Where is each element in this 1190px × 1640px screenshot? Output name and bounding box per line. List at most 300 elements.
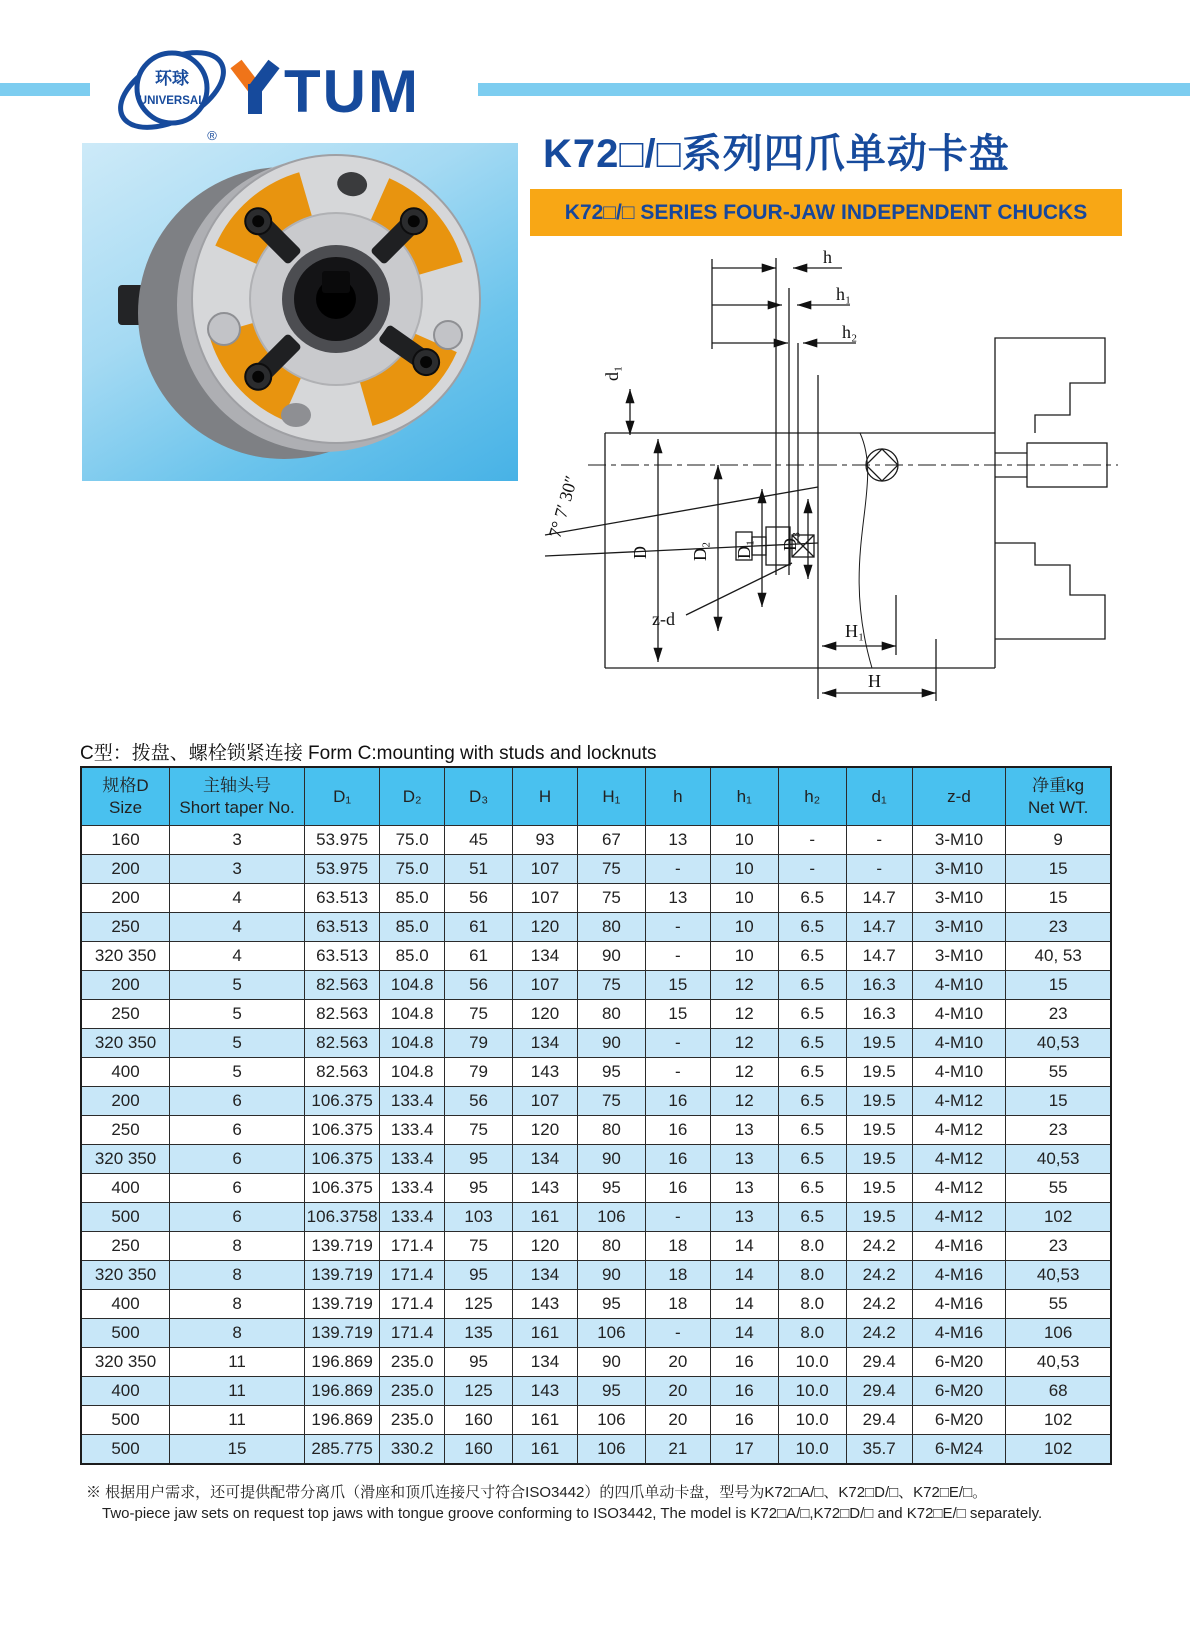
table-cell: 24.2 [846, 1261, 912, 1290]
table-cell: 4-M12 [912, 1087, 1006, 1116]
table-cell: 11 [170, 1406, 305, 1435]
table-cell: 103 [445, 1203, 513, 1232]
table-row [81, 1348, 1111, 1377]
dim-D1-label: D₁ [734, 539, 754, 559]
table-cell: 320 350 [81, 942, 170, 971]
table-row [81, 1145, 1111, 1174]
table-cell: 320 350 [81, 1348, 170, 1377]
table-cell: 4-M12 [912, 1145, 1006, 1174]
table-cell: 106 [577, 1435, 645, 1465]
table-cell: 107 [513, 971, 578, 1000]
column-header: H [513, 767, 578, 826]
table-cell: 13 [710, 1174, 778, 1203]
table-cell: 15 [1006, 884, 1111, 913]
table-cell: 51 [445, 855, 513, 884]
table-cell: 104.8 [380, 971, 445, 1000]
column-header: d₁ [846, 767, 912, 826]
table-cell: 80 [577, 1232, 645, 1261]
table-cell: 16 [710, 1348, 778, 1377]
table-cell: 6.5 [778, 1058, 846, 1087]
table-cell: 75 [445, 1000, 513, 1029]
table-cell: 75 [445, 1232, 513, 1261]
table-cell: 3-M10 [912, 913, 1006, 942]
table-cell: 6.5 [778, 1000, 846, 1029]
table-cell: 85.0 [380, 942, 445, 971]
table-cell: 90 [577, 1145, 645, 1174]
dim-h-label: h [823, 247, 832, 267]
table-row [81, 1116, 1111, 1145]
table-cell: 95 [445, 1348, 513, 1377]
table-cell: 4-M16 [912, 1261, 1006, 1290]
table-cell: 16 [710, 1406, 778, 1435]
table-cell: 14.7 [846, 942, 912, 971]
table-cell: 40, 53 [1006, 942, 1111, 971]
table-cell: 125 [445, 1290, 513, 1319]
table-cell: 90 [577, 1029, 645, 1058]
table-cell: 15 [1006, 1087, 1111, 1116]
table-cell: - [645, 913, 710, 942]
table-cell: 400 [81, 1377, 170, 1406]
table-cell: 161 [513, 1319, 578, 1348]
table-cell: 10 [710, 942, 778, 971]
table-cell: 9 [1006, 826, 1111, 855]
table-cell: 250 [81, 1116, 170, 1145]
dimension-drawing [530, 243, 1120, 705]
brand-zh: 环球 [155, 69, 189, 88]
table-cell: 5 [170, 1000, 305, 1029]
table-cell: 16 [710, 1377, 778, 1406]
globe-circle-icon [137, 53, 207, 123]
table-cell: 40,53 [1006, 1145, 1111, 1174]
table-cell: 4-M16 [912, 1319, 1006, 1348]
table-cell: 400 [81, 1058, 170, 1087]
table-cell: 85.0 [380, 884, 445, 913]
dim-D3-label: D₃ [780, 531, 800, 551]
table-row [81, 1290, 1111, 1319]
table-cell: 6-M20 [912, 1348, 1006, 1377]
table-cell: 10.0 [778, 1348, 846, 1377]
table-row [81, 1087, 1111, 1116]
table-cell: 55 [1006, 1174, 1111, 1203]
table-cell: 139.719 [305, 1319, 380, 1348]
table-caption [80, 738, 657, 765]
letter-y-icon [236, 64, 274, 114]
table-row [81, 1261, 1111, 1290]
table-cell: 400 [81, 1290, 170, 1319]
table-cell: 95 [445, 1145, 513, 1174]
table-cell: 12 [710, 1058, 778, 1087]
table-row [81, 1203, 1111, 1232]
table-cell: 5 [170, 1058, 305, 1087]
table-cell: 68 [1006, 1377, 1111, 1406]
table-cell: - [645, 1203, 710, 1232]
universal-globe-logo [112, 38, 232, 150]
table-cell: 160 [445, 1435, 513, 1465]
ytum-text: TUM [284, 58, 420, 120]
table-cell: 107 [513, 1087, 578, 1116]
table-cell: 19.5 [846, 1087, 912, 1116]
table-cell: 106 [1006, 1319, 1111, 1348]
table-cell: 13 [710, 1116, 778, 1145]
table-cell: 10.0 [778, 1377, 846, 1406]
table-cell: 55 [1006, 1058, 1111, 1087]
table-cell: 6.5 [778, 942, 846, 971]
table-cell: 75 [577, 971, 645, 1000]
table-cell: 12 [710, 971, 778, 1000]
table-cell: - [645, 1029, 710, 1058]
page-title: K72□/□系列四爪单动卡盘 [543, 132, 1010, 176]
dim-angle-label: 7° 7′ 30″ [544, 473, 582, 541]
table-cell: 75 [445, 1116, 513, 1145]
table-cell: - [645, 1058, 710, 1087]
table-cell: 8 [170, 1261, 305, 1290]
table-cell: 4 [170, 884, 305, 913]
table-cell: 90 [577, 1261, 645, 1290]
table-cell: 139.719 [305, 1290, 380, 1319]
table-cell: 4-M10 [912, 1058, 1006, 1087]
table-cell: 320 350 [81, 1261, 170, 1290]
table-cell: 3 [170, 826, 305, 855]
table-cell: - [846, 855, 912, 884]
spec-table [80, 766, 1112, 1465]
table-cell: 106.375 [305, 1174, 380, 1203]
table-row [81, 1406, 1111, 1435]
table-row [81, 913, 1111, 942]
table-row [81, 1000, 1111, 1029]
table-cell: 134 [513, 1145, 578, 1174]
table-cell: 134 [513, 942, 578, 971]
table-cell: 79 [445, 1029, 513, 1058]
table-row [81, 826, 1111, 855]
table-cell: 13 [710, 1203, 778, 1232]
table-cell: 106 [577, 1406, 645, 1435]
table-cell: 8 [170, 1319, 305, 1348]
table-cell: 133.4 [380, 1203, 445, 1232]
table-cell: 40,53 [1006, 1029, 1111, 1058]
table-cell: 75 [577, 855, 645, 884]
table-cell: 80 [577, 913, 645, 942]
table-cell: 29.4 [846, 1377, 912, 1406]
table-cell: 102 [1006, 1203, 1111, 1232]
table-cell: 107 [513, 884, 578, 913]
table-cell: 235.0 [380, 1406, 445, 1435]
table-cell: 24.2 [846, 1290, 912, 1319]
table-cell: 8.0 [778, 1319, 846, 1348]
table-cell: 19.5 [846, 1203, 912, 1232]
table-cell: 15 [170, 1435, 305, 1465]
table-cell: - [846, 826, 912, 855]
table-cell: 85.0 [380, 913, 445, 942]
table-cell: 18 [645, 1261, 710, 1290]
table-cell: 200 [81, 884, 170, 913]
table-cell: 75.0 [380, 826, 445, 855]
table-cell: 6 [170, 1145, 305, 1174]
table-cell: - [645, 1319, 710, 1348]
column-header: 净重kg Net WT. [1006, 767, 1111, 826]
table-cell: 23 [1006, 1116, 1111, 1145]
column-header: z-d [912, 767, 1006, 826]
table-cell: 6.5 [778, 1116, 846, 1145]
table-cell: 45 [445, 826, 513, 855]
table-cell: 4-M12 [912, 1116, 1006, 1145]
table-cell: 23 [1006, 1232, 1111, 1261]
table-cell: 8 [170, 1232, 305, 1261]
table-cell: 29.4 [846, 1348, 912, 1377]
table-cell: 82.563 [305, 971, 380, 1000]
table-cell: 3-M10 [912, 942, 1006, 971]
table-cell: 4-M16 [912, 1290, 1006, 1319]
table-cell: 3-M10 [912, 855, 1006, 884]
table-cell: 160 [81, 826, 170, 855]
column-header: H₁ [577, 767, 645, 826]
table-cell: 53.975 [305, 826, 380, 855]
column-header: 主轴头号 Short taper No. [170, 767, 305, 826]
table-cell: 143 [513, 1174, 578, 1203]
table-cell: 13 [645, 884, 710, 913]
table-cell: 12 [710, 1029, 778, 1058]
table-row [81, 1029, 1111, 1058]
table-cell: 56 [445, 884, 513, 913]
table-cell: 90 [577, 942, 645, 971]
table-cell: 19.5 [846, 1058, 912, 1087]
table-cell: 6-M20 [912, 1406, 1006, 1435]
table-cell: 250 [81, 1000, 170, 1029]
table-cell: 19.5 [846, 1116, 912, 1145]
table-cell: 135 [445, 1319, 513, 1348]
table-cell: 171.4 [380, 1290, 445, 1319]
table-cell: 15 [1006, 971, 1111, 1000]
footnote [86, 1482, 1042, 1524]
table-cell: 8.0 [778, 1232, 846, 1261]
table-cell: 20 [645, 1377, 710, 1406]
table-cell: - [645, 855, 710, 884]
table-cell: 79 [445, 1058, 513, 1087]
table-cell: 6.5 [778, 1203, 846, 1232]
product-photo [82, 143, 518, 481]
column-header: h [645, 767, 710, 826]
table-cell: 24.2 [846, 1319, 912, 1348]
dim-h2-label: h₂ [842, 322, 858, 342]
table-cell: 143 [513, 1377, 578, 1406]
table-cell: 161 [513, 1203, 578, 1232]
table-cell: 102 [1006, 1406, 1111, 1435]
table-cell: 250 [81, 1232, 170, 1261]
drawing-labels [545, 247, 881, 691]
brand-en: UNIVERSAL [138, 95, 206, 107]
dim-d1-label: d₁ [602, 365, 622, 381]
table-cell: 139.719 [305, 1261, 380, 1290]
table-cell: 320 350 [81, 1145, 170, 1174]
table-cell: 20 [645, 1406, 710, 1435]
table-cell: 107 [513, 855, 578, 884]
table-cell: 75 [577, 884, 645, 913]
table-cell: 6-M20 [912, 1377, 1006, 1406]
table-cell: 29.4 [846, 1406, 912, 1435]
table-cell: 82.563 [305, 1058, 380, 1087]
table-cell: 16.3 [846, 1000, 912, 1029]
table-cell: 6.5 [778, 1174, 846, 1203]
table-cell: 6.5 [778, 1029, 846, 1058]
table-cell: 14.7 [846, 913, 912, 942]
table-cell: 93 [513, 826, 578, 855]
table-cell: 139.719 [305, 1232, 380, 1261]
table-cell: 95 [445, 1261, 513, 1290]
table-cell: - [778, 855, 846, 884]
table-cell: 106 [577, 1319, 645, 1348]
table-cell: 12 [710, 1000, 778, 1029]
series-banner: K72□/□ SERIES FOUR-JAW INDEPENDENT CHUCKS [530, 189, 1122, 236]
table-cell: 104.8 [380, 1000, 445, 1029]
table-cell: 120 [513, 1116, 578, 1145]
table-cell: 8.0 [778, 1290, 846, 1319]
table-cell: 16 [645, 1174, 710, 1203]
table-cell: 12 [710, 1087, 778, 1116]
table-cell: 4-M10 [912, 971, 1006, 1000]
table-header-row [81, 767, 1111, 826]
table-cell: 14 [710, 1290, 778, 1319]
table-cell: 61 [445, 942, 513, 971]
table-cell: 10.0 [778, 1435, 846, 1465]
table-cell: 63.513 [305, 884, 380, 913]
column-header: h₂ [778, 767, 846, 826]
table-cell: 400 [81, 1174, 170, 1203]
table-cell: 21 [645, 1435, 710, 1465]
table-cell: 8 [170, 1290, 305, 1319]
column-header: 规格D Size [81, 767, 170, 826]
table-cell: 14 [710, 1232, 778, 1261]
table-cell: 24.2 [846, 1232, 912, 1261]
table-cell: 18 [645, 1232, 710, 1261]
footnote-en: Two-piece jaw sets on request top jaws with tongue groove conforming to ISO3442, The model is K72□A/□,K72□D/□ and K72□E/□ separately. [102, 1505, 1043, 1522]
table-cell: 6.5 [778, 1087, 846, 1116]
table-cell: 143 [513, 1290, 578, 1319]
table-cell: 106.375 [305, 1087, 380, 1116]
table-cell: 133.4 [380, 1174, 445, 1203]
table-cell: 5 [170, 971, 305, 1000]
table-cell: 61 [445, 913, 513, 942]
table-row [81, 1435, 1111, 1465]
table-cell: 106.375 [305, 1116, 380, 1145]
table-row [81, 1319, 1111, 1348]
table-cell: 500 [81, 1406, 170, 1435]
table-cell: 15 [645, 1000, 710, 1029]
table-cell: 95 [445, 1174, 513, 1203]
table-cell: 23 [1006, 1000, 1111, 1029]
table-cell: 90 [577, 1348, 645, 1377]
table-cell: 6.5 [778, 913, 846, 942]
table-cell: 16.3 [846, 971, 912, 1000]
table-cell: 134 [513, 1029, 578, 1058]
table-row [81, 855, 1111, 884]
dim-H-label: H [868, 671, 881, 691]
dim-D2-label: D₂ [690, 541, 710, 561]
table-cell: 4-M10 [912, 1029, 1006, 1058]
table-row [81, 1058, 1111, 1087]
table-cell: 16 [645, 1087, 710, 1116]
table-cell: 6.5 [778, 1145, 846, 1174]
table-row [81, 1232, 1111, 1261]
table-cell: 6 [170, 1087, 305, 1116]
table-cell: 250 [81, 913, 170, 942]
table-cell: 10 [710, 884, 778, 913]
table-cell: 4 [170, 913, 305, 942]
table-cell: 10 [710, 826, 778, 855]
table-cell: - [645, 942, 710, 971]
table-cell: 106.3758 [305, 1203, 380, 1232]
table-cell: 6 [170, 1203, 305, 1232]
dim-D-label: D [630, 546, 650, 559]
header-bar-left [0, 83, 90, 96]
table-cell: 134 [513, 1348, 578, 1377]
table-cell: 161 [513, 1435, 578, 1465]
table-cell: 16 [645, 1145, 710, 1174]
table-cell: 15 [1006, 855, 1111, 884]
chuck-photo-illustration [82, 143, 518, 481]
table-cell: 134 [513, 1261, 578, 1290]
table-cell: - [778, 826, 846, 855]
registered-mark: ® [207, 128, 217, 143]
table-cell: 80 [577, 1000, 645, 1029]
table-cell: 235.0 [380, 1377, 445, 1406]
table-cell: 40,53 [1006, 1348, 1111, 1377]
table-cell: 200 [81, 971, 170, 1000]
table-cell: 120 [513, 1232, 578, 1261]
table-cell: 23 [1006, 913, 1111, 942]
table-cell: 104.8 [380, 1058, 445, 1087]
table-cell: 133.4 [380, 1087, 445, 1116]
table-cell: 14.7 [846, 884, 912, 913]
table-cell: 10 [710, 913, 778, 942]
table-cell: 500 [81, 1319, 170, 1348]
table-cell: 500 [81, 1435, 170, 1465]
table-cell: 120 [513, 913, 578, 942]
table-cell: 102 [1006, 1435, 1111, 1465]
table-cell: 11 [170, 1348, 305, 1377]
table-cell: 200 [81, 1087, 170, 1116]
table-cell: 95 [577, 1174, 645, 1203]
ytum-logo [226, 56, 456, 120]
table-cell: 16 [645, 1116, 710, 1145]
table-row [81, 971, 1111, 1000]
table-cell: 18 [645, 1290, 710, 1319]
table-cell: 6-M24 [912, 1435, 1006, 1465]
table-cell: 80 [577, 1116, 645, 1145]
column-header: h₁ [710, 767, 778, 826]
table-cell: 133.4 [380, 1116, 445, 1145]
table-cell: 4 [170, 942, 305, 971]
column-header: D₁ [305, 767, 380, 826]
table-cell: 75 [577, 1087, 645, 1116]
table-cell: 11 [170, 1377, 305, 1406]
table-cell: 17 [710, 1435, 778, 1465]
table-cell: 104.8 [380, 1029, 445, 1058]
table-cell: 120 [513, 1000, 578, 1029]
table-cell: 6 [170, 1116, 305, 1145]
table-cell: 4-M10 [912, 1000, 1006, 1029]
table-cell: 56 [445, 1087, 513, 1116]
table-cell: 235.0 [380, 1348, 445, 1377]
table-caption-zh: C型：拨盘、螺栓锁紧连接 [80, 743, 303, 764]
table-cell: 10.0 [778, 1406, 846, 1435]
table-cell: 14 [710, 1261, 778, 1290]
table-cell: 53.975 [305, 855, 380, 884]
table-cell: 20 [645, 1348, 710, 1377]
table-cell: 82.563 [305, 1000, 380, 1029]
table-cell: 8.0 [778, 1261, 846, 1290]
table-cell: 330.2 [380, 1435, 445, 1465]
table-row [81, 1377, 1111, 1406]
table-row [81, 1174, 1111, 1203]
